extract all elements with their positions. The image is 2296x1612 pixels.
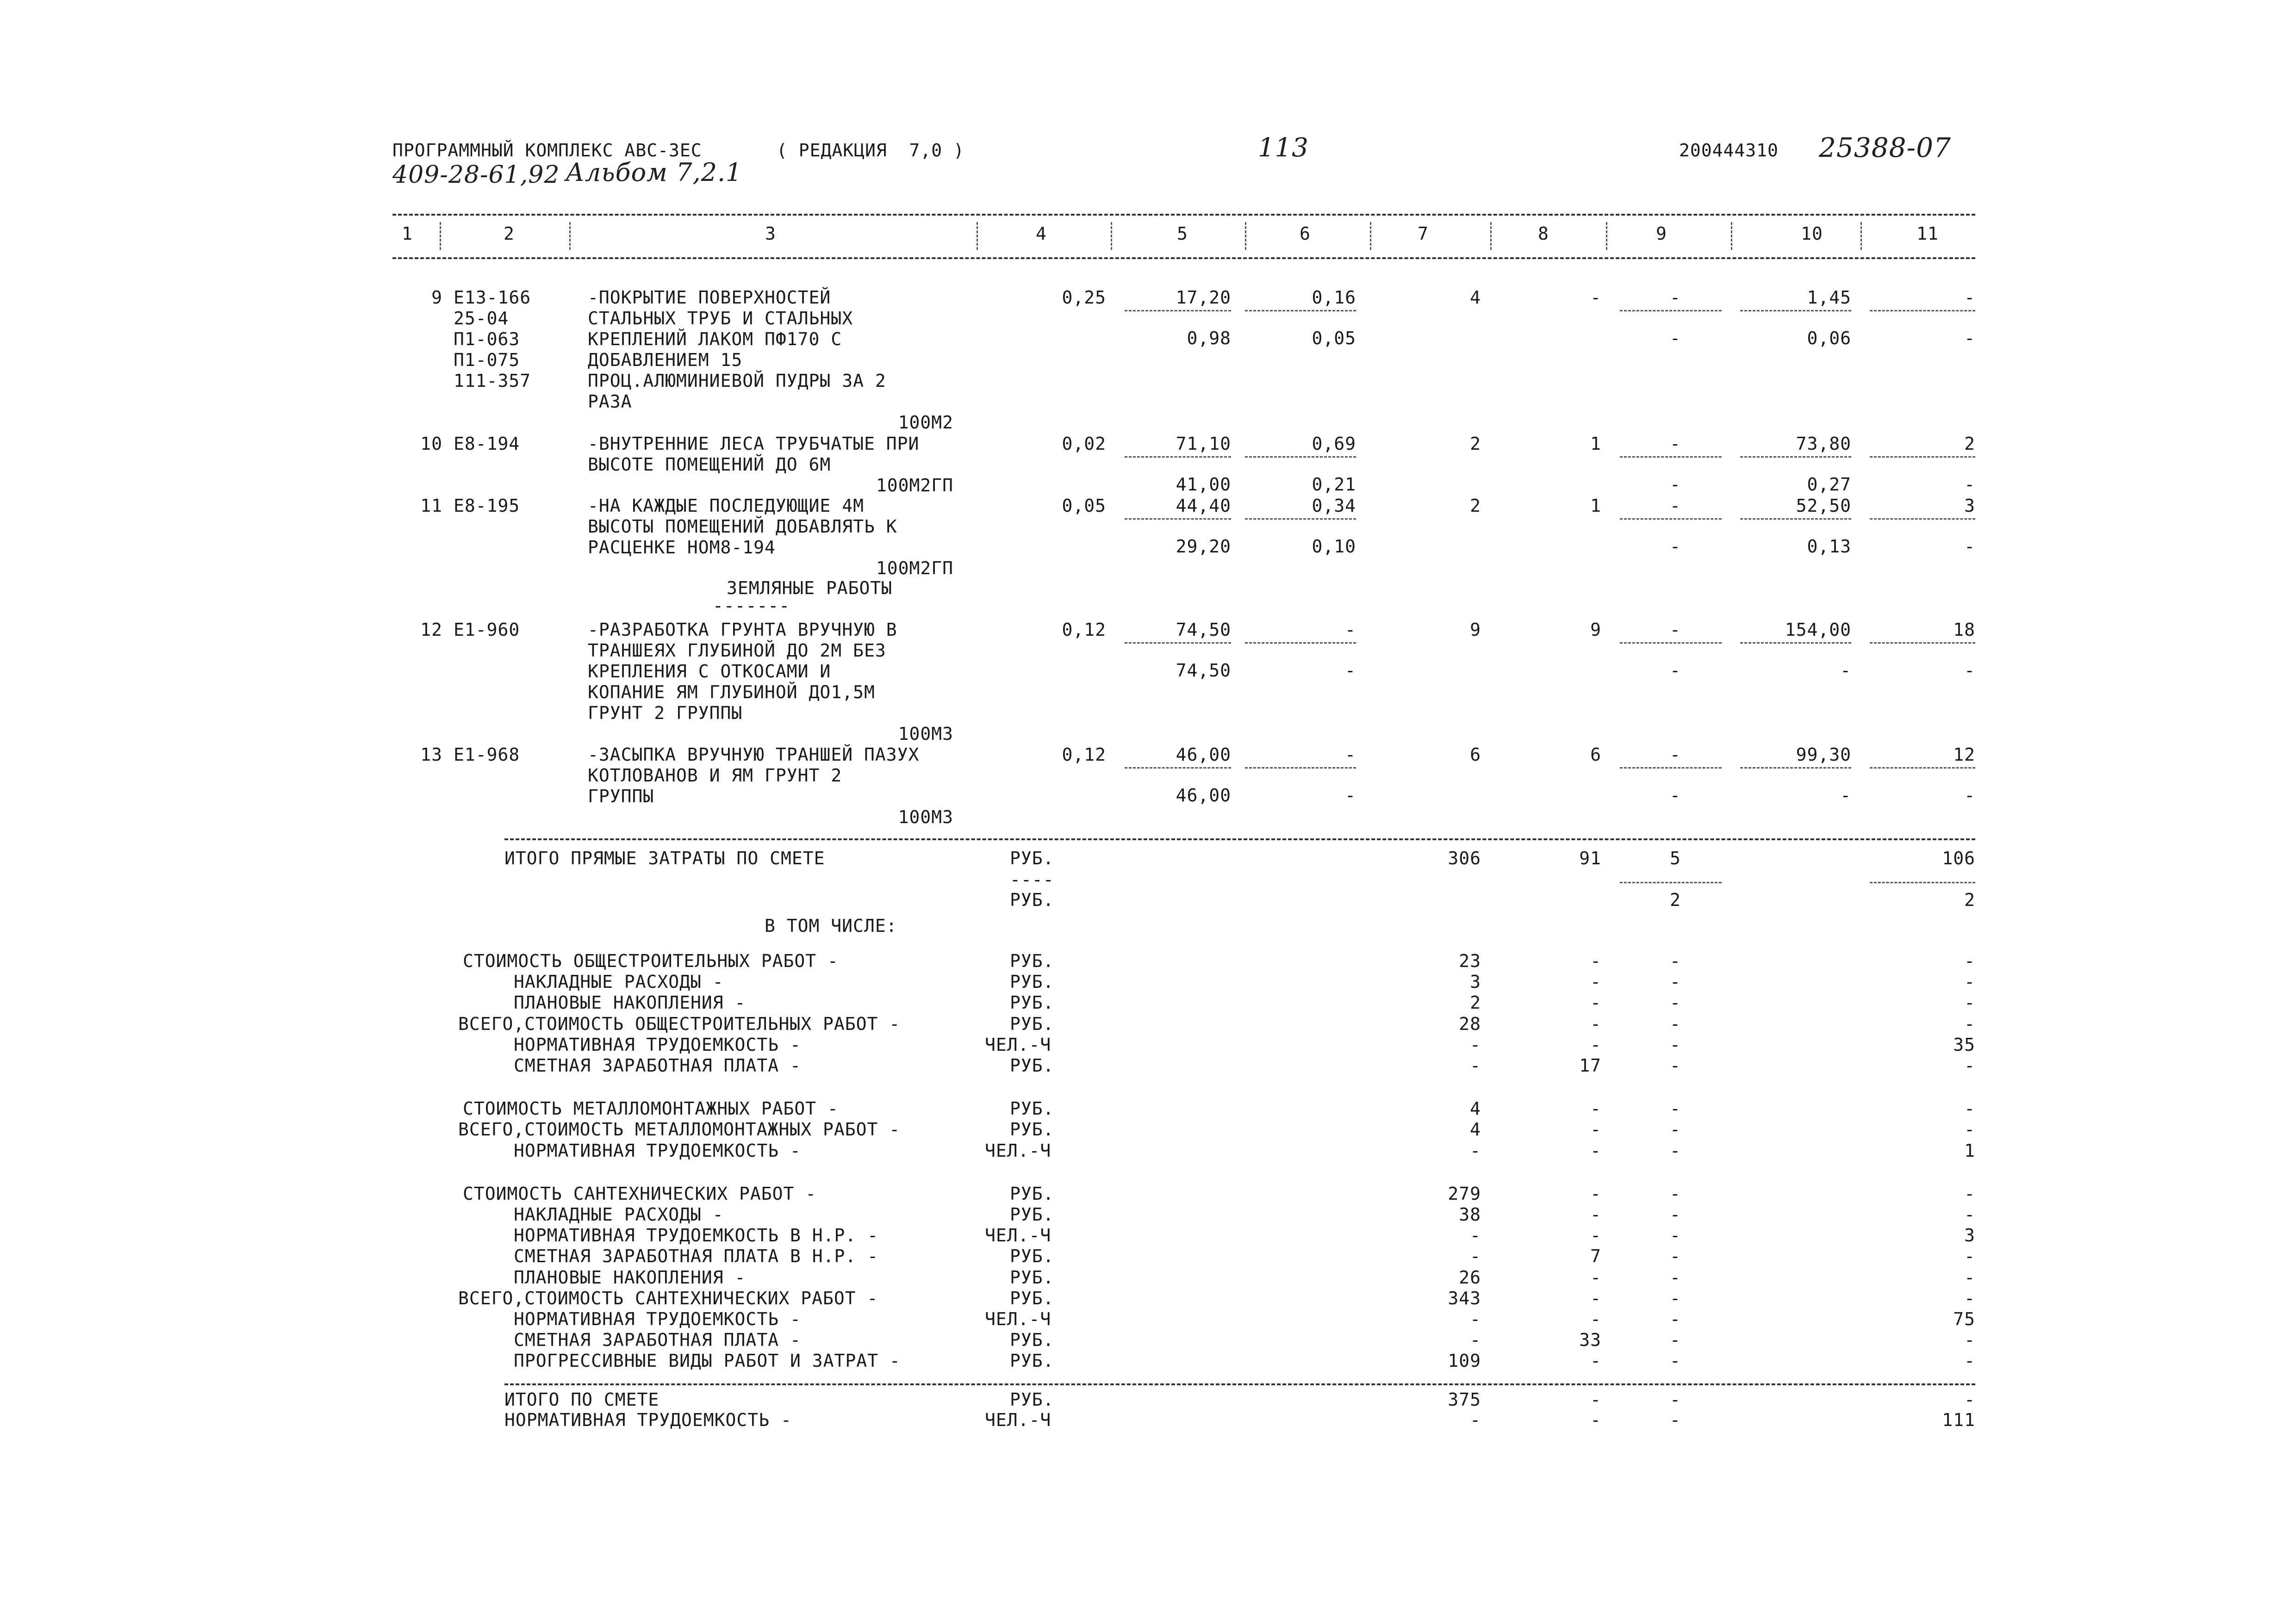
materials-cost-rule — [1620, 518, 1722, 520]
work-description: ПРОЦ.АЛЮМИНИЕВОЙ ПУДРЫ ЗА 2 — [588, 371, 886, 391]
summary-col9: - — [1670, 1098, 1681, 1119]
column-header-2: 2 — [504, 223, 515, 244]
unit-cost: 44,40 — [1176, 496, 1231, 516]
rate-code: П1-075 — [454, 350, 520, 370]
labor-hours: 99,30 — [1796, 744, 1851, 765]
quantity: 0,12 — [1062, 620, 1106, 640]
summary-col11: - — [1964, 1351, 1975, 1371]
summary-unit: РУБ. — [1010, 1330, 1054, 1351]
machine-hours-rule — [1870, 767, 1975, 769]
summary-unit: РУБ. — [1010, 1351, 1054, 1371]
summary-unit: ЧЕЛ.-Ч — [985, 1225, 1052, 1246]
unit-cost: 46,00 — [1176, 744, 1231, 765]
rate-code: Е8-194 — [454, 434, 520, 454]
summary-col9: - — [1670, 1183, 1681, 1204]
materials-cost-sub: - — [1670, 328, 1681, 348]
summary-unit: РУБ. — [1010, 1013, 1054, 1034]
labor-hours-sub: 0,27 — [1807, 474, 1851, 495]
summary-col9: - — [1670, 951, 1681, 971]
labor-hours-rule — [1740, 767, 1851, 769]
measure-unit: 100М2 — [898, 412, 953, 433]
machine-cost-rule — [1245, 518, 1356, 520]
summary-unit: РУБ. — [1010, 1183, 1054, 1204]
summary-col8: 17 — [1579, 1055, 1601, 1076]
labor-cost: 1 — [1590, 496, 1601, 516]
work-description: РАСЦЕНКЕ НОМ8-194 — [588, 537, 776, 558]
labor-hours-rule — [1740, 518, 1851, 520]
column-separator — [1490, 222, 1493, 250]
final-col9: - — [1670, 1389, 1681, 1410]
machine-hours-sub: - — [1964, 660, 1975, 681]
measure-unit: 100М3 — [898, 724, 953, 744]
machine-cost-rule — [1245, 767, 1356, 769]
machine-hours-sub: - — [1964, 536, 1975, 557]
work-description: ТРАНШЕЯХ ГЛУБИНОЙ ДО 2М БЕЗ — [588, 640, 886, 661]
unit-cost: 17,20 — [1176, 287, 1231, 308]
summary-col11: - — [1964, 992, 1975, 1013]
summary-unit: РУБ. — [1010, 972, 1054, 992]
summary-col11: - — [1964, 1119, 1975, 1140]
labor-hours: 73,80 — [1796, 434, 1851, 454]
machine-hours: - — [1964, 287, 1975, 308]
summary-unit: РУБ. — [1010, 951, 1054, 971]
summary-col11: - — [1964, 951, 1975, 971]
total-cost: 9 — [1470, 620, 1481, 640]
row-number: 11 — [420, 496, 442, 516]
final-label: ИТОГО ПО СМЕТЕ — [504, 1389, 660, 1410]
summary-col7: 109 — [1448, 1351, 1481, 1371]
direct-costs-unit: РУБ. — [1010, 848, 1054, 868]
machine-cost-sub: 0,05 — [1312, 328, 1356, 348]
total-cost: 2 — [1470, 496, 1481, 516]
materials-cost-sub: - — [1670, 474, 1681, 495]
column-separator — [1731, 222, 1734, 250]
direct-costs-label: ИТОГО ПРЯМЫЕ ЗАТРАТЫ ПО СМЕТЕ — [504, 848, 825, 868]
summary-col7: - — [1470, 1246, 1481, 1267]
summary-col8: 7 — [1590, 1246, 1601, 1267]
summary-col11: 3 — [1964, 1225, 1975, 1246]
summary-col7: 4 — [1470, 1098, 1481, 1119]
summary-col8: - — [1590, 1013, 1601, 1034]
rate-code: Е13-166 — [454, 287, 531, 308]
column-header-7: 7 — [1418, 223, 1429, 244]
unit-cost-rule — [1125, 456, 1231, 458]
unit-cost-rule — [1125, 642, 1231, 644]
labor-hours: 52,50 — [1796, 496, 1851, 516]
summary-col8: - — [1590, 1204, 1601, 1225]
summary-col8: - — [1590, 1034, 1601, 1055]
summary-col11: - — [1964, 1013, 1975, 1034]
machine-cost-sub: 0,21 — [1312, 474, 1356, 495]
labor-hours-sub: 0,13 — [1807, 536, 1851, 557]
summary-col7: - — [1470, 1330, 1481, 1351]
column-header-11: 11 — [1916, 223, 1939, 244]
work-description: РАЗА — [588, 391, 632, 412]
summary-col7: - — [1470, 1055, 1481, 1076]
final-col7: 375 — [1448, 1389, 1481, 1410]
summary-col8: - — [1590, 1288, 1601, 1308]
summary-col8: - — [1590, 992, 1601, 1013]
work-description: СТАЛЬНЫХ ТРУБ И СТАЛЬНЫХ — [588, 308, 853, 329]
summary-unit: РУБ. — [1010, 1267, 1054, 1288]
quantity: 0,05 — [1062, 496, 1106, 516]
summary-col9: - — [1670, 992, 1681, 1013]
machine-hours-rule — [1870, 518, 1975, 520]
machine-cost-rule — [1245, 456, 1356, 458]
materials-cost-rule — [1620, 310, 1722, 311]
machine-hours-sub: - — [1964, 474, 1975, 495]
machine-cost-rule — [1245, 310, 1356, 311]
materials-cost-sub: - — [1670, 785, 1681, 806]
machine-hours: 18 — [1953, 620, 1975, 640]
unit-cost: 74,50 — [1176, 620, 1231, 640]
summary-col11: - — [1964, 1330, 1975, 1351]
summary-col7: 38 — [1459, 1204, 1481, 1225]
labor-hours-rule — [1740, 456, 1851, 458]
row-number: 9 — [431, 287, 442, 308]
summary-label: СТОИМОСТЬ ОБЩЕСТРОИТЕЛЬНЫХ РАБОТ - — [463, 951, 839, 971]
work-description: -ЗАСЫПКА ВРУЧНУЮ ТРАНШЕЙ ПАЗУХ — [588, 744, 920, 765]
summary-label: ПЛАНОВЫЕ НАКОПЛЕНИЯ - — [514, 992, 746, 1013]
machine-hours: 2 — [1964, 434, 1975, 454]
page-number: 113 — [1258, 133, 1309, 163]
unit-cost-sub: 41,00 — [1176, 474, 1231, 495]
summary-col11: - — [1964, 1246, 1975, 1267]
document-number: 25388-07 — [1819, 132, 1951, 163]
summary-unit: ЧЕЛ.-Ч — [985, 1034, 1052, 1055]
summary-label: СТОИМОСТЬ САНТЕХНИЧЕСКИХ РАБОТ - — [463, 1183, 817, 1204]
final-unit: ЧЕЛ.-Ч — [985, 1410, 1052, 1430]
total-cost: 4 — [1470, 287, 1481, 308]
machine-cost-sub: - — [1345, 660, 1356, 681]
direct-costs-unit-2: РУБ. — [1010, 890, 1054, 910]
row-number: 13 — [420, 744, 442, 765]
rate-code: 111-357 — [454, 371, 531, 391]
direct-costs-col8: 91 — [1579, 848, 1601, 868]
machine-hours-sub: - — [1964, 328, 1975, 348]
column-header-1: 1 — [402, 223, 413, 244]
header-bottom-rule — [392, 257, 1975, 259]
work-description: -ПОКРЫТИЕ ПОВЕРХНОСТЕЙ — [588, 287, 831, 308]
summary-col7: - — [1470, 1140, 1481, 1161]
column-header-8: 8 — [1538, 223, 1549, 244]
direct-costs-col9-rule — [1620, 882, 1722, 883]
labor-hours-sub: 0,06 — [1807, 328, 1851, 348]
column-header-9: 9 — [1656, 223, 1667, 244]
summary-col7: - — [1470, 1309, 1481, 1329]
summary-unit: РУБ. — [1010, 1119, 1054, 1140]
machine-cost: 0,16 — [1312, 287, 1356, 308]
machine-hours-rule — [1870, 642, 1975, 644]
labor-hours-rule — [1740, 642, 1851, 644]
summary-label: ВСЕГО,СТОИМОСТЬ САНТЕХНИЧЕСКИХ РАБОТ - — [458, 1288, 878, 1308]
quantity: 0,02 — [1062, 434, 1106, 454]
direct-costs-col9-sub: 2 — [1670, 890, 1681, 910]
section-underline: ------- — [713, 595, 790, 616]
measure-unit: 100М2ГП — [876, 475, 953, 496]
labor-hours: 154,00 — [1785, 620, 1851, 640]
summary-col9: - — [1670, 1351, 1681, 1371]
unit-cost-rule — [1125, 518, 1231, 520]
machine-cost-sub: 0,10 — [1312, 536, 1356, 557]
machine-cost: 0,69 — [1312, 434, 1356, 454]
materials-cost: - — [1670, 620, 1681, 640]
summary-col9: - — [1670, 1013, 1681, 1034]
rate-code: Е8-195 — [454, 496, 520, 516]
section-earthworks: ЗЕМЛЯНЫЕ РАБОТЫ — [727, 578, 893, 598]
summary-col9: - — [1670, 1225, 1681, 1246]
summary-unit: РУБ. — [1010, 1288, 1054, 1308]
labor-cost: 1 — [1590, 434, 1601, 454]
materials-cost-sub: - — [1670, 536, 1681, 557]
summary-col9: - — [1670, 1034, 1681, 1055]
column-header-4: 4 — [1036, 223, 1047, 244]
materials-cost-rule — [1620, 767, 1722, 769]
totals-rule — [504, 838, 1975, 840]
labor-cost: 9 — [1590, 620, 1601, 640]
work-description: ГРУНТ 2 ГРУППЫ — [588, 703, 743, 723]
materials-cost-sub: - — [1670, 660, 1681, 681]
labor-hours: 1,45 — [1807, 287, 1851, 308]
summary-unit: РУБ. — [1010, 1098, 1054, 1119]
column-header-5: 5 — [1177, 223, 1188, 244]
summary-col11: - — [1964, 1267, 1975, 1288]
summary-col9: - — [1670, 1288, 1681, 1308]
summary-unit: РУБ. — [1010, 1055, 1054, 1076]
column-separator — [1370, 222, 1373, 250]
machine-cost: - — [1345, 620, 1356, 640]
work-description: ГРУППЫ — [588, 786, 654, 806]
summary-col11: - — [1964, 1055, 1975, 1076]
summary-col8: - — [1590, 1225, 1601, 1246]
labor-hours-sub: - — [1840, 785, 1851, 806]
machine-hours-sub: - — [1964, 785, 1975, 806]
final-col8: - — [1590, 1389, 1601, 1410]
materials-cost: - — [1670, 496, 1681, 516]
summary-col9: - — [1670, 1246, 1681, 1267]
summary-col7: 23 — [1459, 951, 1481, 971]
column-separator — [977, 222, 979, 250]
final-label: НОРМАТИВНАЯ ТРУДОЕМКОСТЬ - — [504, 1410, 792, 1430]
summary-label: НОРМАТИВНАЯ ТРУДОЕМКОСТЬ В Н.Р. - — [514, 1225, 878, 1246]
column-header-6: 6 — [1300, 223, 1311, 244]
rate-code: Е1-960 — [454, 620, 520, 640]
summary-col11: 75 — [1953, 1309, 1975, 1329]
summary-col9: - — [1670, 1267, 1681, 1288]
machine-hours: 3 — [1964, 496, 1975, 516]
summary-label: НОРМАТИВНАЯ ТРУДОЕМКОСТЬ - — [514, 1309, 801, 1329]
summary-col9: - — [1670, 1204, 1681, 1225]
direct-costs-col11: 106 — [1942, 848, 1975, 868]
summary-col8: - — [1590, 1351, 1601, 1371]
labor-hours-sub: - — [1840, 660, 1851, 681]
column-separator — [1606, 222, 1609, 250]
materials-cost: - — [1670, 287, 1681, 308]
summary-col9: - — [1670, 1309, 1681, 1329]
unit-cost-sub: 29,20 — [1176, 536, 1231, 557]
project-number: 409-28-61,92 — [392, 161, 560, 189]
rate-code: 25-04 — [454, 308, 509, 329]
row-number: 12 — [420, 620, 442, 640]
summary-col7: 2 — [1470, 992, 1481, 1013]
machine-cost-rule — [1245, 642, 1356, 644]
program-title: ПРОГРАММНЫЙ КОМПЛЕКС АВС-3ЕС — [392, 140, 702, 161]
summary-col7: 343 — [1448, 1288, 1481, 1308]
work-description: КОТЛОВАНОВ И ЯМ ГРУНТ 2 — [588, 765, 842, 786]
work-description: КРЕПЛЕНИЯ С ОТКОСАМИ И — [588, 661, 831, 682]
summary-unit: ЧЕЛ.-Ч — [985, 1140, 1052, 1161]
summary-label: НАКЛАДНЫЕ РАСХОДЫ - — [514, 1204, 724, 1225]
summary-label: ВСЕГО,СТОИМОСТЬ МЕТАЛЛОМОНТАЖНЫХ РАБОТ - — [458, 1119, 901, 1140]
labor-cost: 6 — [1590, 744, 1601, 765]
summary-col8: - — [1590, 1267, 1601, 1288]
summary-col9: - — [1670, 1140, 1681, 1161]
measure-unit: 100М3 — [898, 807, 953, 827]
summary-col11: - — [1964, 1204, 1975, 1225]
machine-cost: 0,34 — [1312, 496, 1356, 516]
summary-col8: - — [1590, 1098, 1601, 1119]
including-label: В ТОМ ЧИСЛЕ: — [765, 916, 897, 936]
summary-label: НАКЛАДНЫЕ РАСХОДЫ - — [514, 972, 724, 992]
work-description: -НА КАЖДЫЕ ПОСЛЕДУЮЩИЕ 4М — [588, 496, 864, 516]
final-rule — [504, 1383, 1975, 1385]
summary-col11: - — [1964, 972, 1975, 992]
summary-label: СТОИМОСТЬ МЕТАЛЛОМОНТАЖНЫХ РАБОТ - — [463, 1098, 839, 1119]
work-description: ДОБАВЛЕНИЕМ 15 — [588, 350, 743, 370]
summary-col7: 4 — [1470, 1119, 1481, 1140]
materials-cost: - — [1670, 434, 1681, 454]
summary-col8: - — [1590, 1140, 1601, 1161]
summary-col8: - — [1590, 972, 1601, 992]
summary-col8: - — [1590, 1309, 1601, 1329]
materials-cost-rule — [1620, 642, 1722, 644]
summary-col8: 33 — [1579, 1330, 1601, 1351]
album-label: Альбом 7,2.1 — [566, 158, 742, 187]
total-cost: 6 — [1470, 744, 1481, 765]
measure-unit: 100М2ГП — [876, 558, 953, 578]
direct-costs-col9: 5 — [1670, 848, 1681, 868]
final-col11: - — [1964, 1389, 1975, 1410]
summary-label: НОРМАТИВНАЯ ТРУДОЕМКОСТЬ - — [514, 1034, 801, 1055]
machine-hours-rule — [1870, 456, 1975, 458]
work-description: -РАЗРАБОТКА ГРУНТА ВРУЧНУЮ В — [588, 620, 897, 640]
unit-cost-sub: 46,00 — [1176, 785, 1231, 806]
summary-col11: 35 — [1953, 1034, 1975, 1055]
row-number: 10 — [420, 434, 442, 454]
machine-hours: 12 — [1953, 744, 1975, 765]
work-description: -ВНУТРЕННИЕ ЛЕСА ТРУБЧАТЫЕ ПРИ — [588, 434, 920, 454]
summary-col7: 279 — [1448, 1183, 1481, 1204]
summary-col7: - — [1470, 1225, 1481, 1246]
summary-label: ВСЕГО,СТОИМОСТЬ ОБЩЕСТРОИТЕЛЬНЫХ РАБОТ - — [458, 1013, 901, 1034]
summary-col9: - — [1670, 1119, 1681, 1140]
summary-col8: - — [1590, 1119, 1601, 1140]
work-description: ВЫСОТЫ ПОМЕЩЕНИЙ ДОБАВЛЯТЬ К — [588, 516, 897, 537]
summary-label: СМЕТНАЯ ЗАРАБОТНАЯ ПЛАТА - — [514, 1330, 801, 1351]
document-code: 200444310 — [1679, 140, 1779, 161]
final-unit: РУБ. — [1010, 1389, 1054, 1410]
machine-hours-rule — [1870, 310, 1975, 311]
summary-unit: РУБ. — [1010, 992, 1054, 1013]
materials-cost: - — [1670, 744, 1681, 765]
final-col7: - — [1470, 1410, 1481, 1430]
rate-code: П1-063 — [454, 329, 520, 349]
column-separator — [440, 222, 442, 250]
summary-col7: - — [1470, 1034, 1481, 1055]
column-separator — [569, 222, 572, 250]
summary-col7: 3 — [1470, 972, 1481, 992]
work-description: КОПАНИЕ ЯМ ГЛУБИНОЙ ДО1,5М — [588, 682, 875, 702]
quantity: 0,25 — [1062, 287, 1106, 308]
summary-label: ПЛАНОВЫЕ НАКОПЛЕНИЯ - — [514, 1267, 746, 1288]
final-col9: - — [1670, 1410, 1681, 1430]
summary-col11: 1 — [1964, 1140, 1975, 1161]
machine-cost-sub: - — [1345, 785, 1356, 806]
unit-cost-sub: 74,50 — [1176, 660, 1231, 681]
work-description: КРЕПЛЕНИЙ ЛАКОМ ПФ170 С — [588, 329, 842, 349]
column-header-3: 3 — [765, 223, 776, 244]
summary-col9: - — [1670, 1055, 1681, 1076]
unit-cost-sub: 0,98 — [1187, 328, 1231, 348]
total-cost: 2 — [1470, 434, 1481, 454]
unit-cost-rule — [1125, 767, 1231, 769]
machine-cost: - — [1345, 744, 1356, 765]
labor-cost: - — [1590, 287, 1601, 308]
work-description: ВЫСОТЕ ПОМЕЩЕНИЙ ДО 6М — [588, 454, 831, 475]
final-col8: - — [1590, 1410, 1601, 1430]
summary-col9: - — [1670, 972, 1681, 992]
direct-costs-unit-separator: ---- — [1010, 869, 1054, 890]
materials-cost-rule — [1620, 456, 1722, 458]
edition-label: ( РЕДАКЦИЯ 7,0 ) — [777, 140, 964, 161]
column-separator — [1111, 222, 1114, 250]
direct-costs-col11-sub: 2 — [1964, 890, 1975, 910]
quantity: 0,12 — [1062, 744, 1106, 765]
direct-costs-col7: 306 — [1448, 848, 1481, 868]
summary-col11: - — [1964, 1098, 1975, 1119]
header-top-rule — [392, 214, 1975, 216]
final-col11: 111 — [1942, 1410, 1975, 1430]
summary-unit: РУБ. — [1010, 1246, 1054, 1267]
column-header-10: 10 — [1801, 223, 1823, 244]
summary-unit: РУБ. — [1010, 1204, 1054, 1225]
summary-col7: 28 — [1459, 1013, 1481, 1034]
unit-cost-rule — [1125, 310, 1231, 311]
summary-col7: 26 — [1459, 1267, 1481, 1288]
summary-col11: - — [1964, 1288, 1975, 1308]
summary-label: СМЕТНАЯ ЗАРАБОТНАЯ ПЛАТА В Н.Р. - — [514, 1246, 878, 1267]
summary-label: СМЕТНАЯ ЗАРАБОТНАЯ ПЛАТА - — [514, 1055, 801, 1076]
unit-cost: 71,10 — [1176, 434, 1231, 454]
summary-col9: - — [1670, 1330, 1681, 1351]
column-separator — [1860, 222, 1863, 250]
summary-unit: ЧЕЛ.-Ч — [985, 1309, 1052, 1329]
summary-col8: - — [1590, 951, 1601, 971]
column-separator — [1245, 222, 1248, 250]
direct-costs-col11-rule — [1870, 882, 1975, 883]
summary-label: ПРОГРЕССИВНЫЕ ВИДЫ РАБОТ И ЗАТРАТ - — [514, 1351, 901, 1371]
summary-col8: - — [1590, 1183, 1601, 1204]
summary-col11: - — [1964, 1183, 1975, 1204]
rate-code: Е1-968 — [454, 744, 520, 765]
labor-hours-rule — [1740, 310, 1851, 311]
summary-label: НОРМАТИВНАЯ ТРУДОЕМКОСТЬ - — [514, 1140, 801, 1161]
